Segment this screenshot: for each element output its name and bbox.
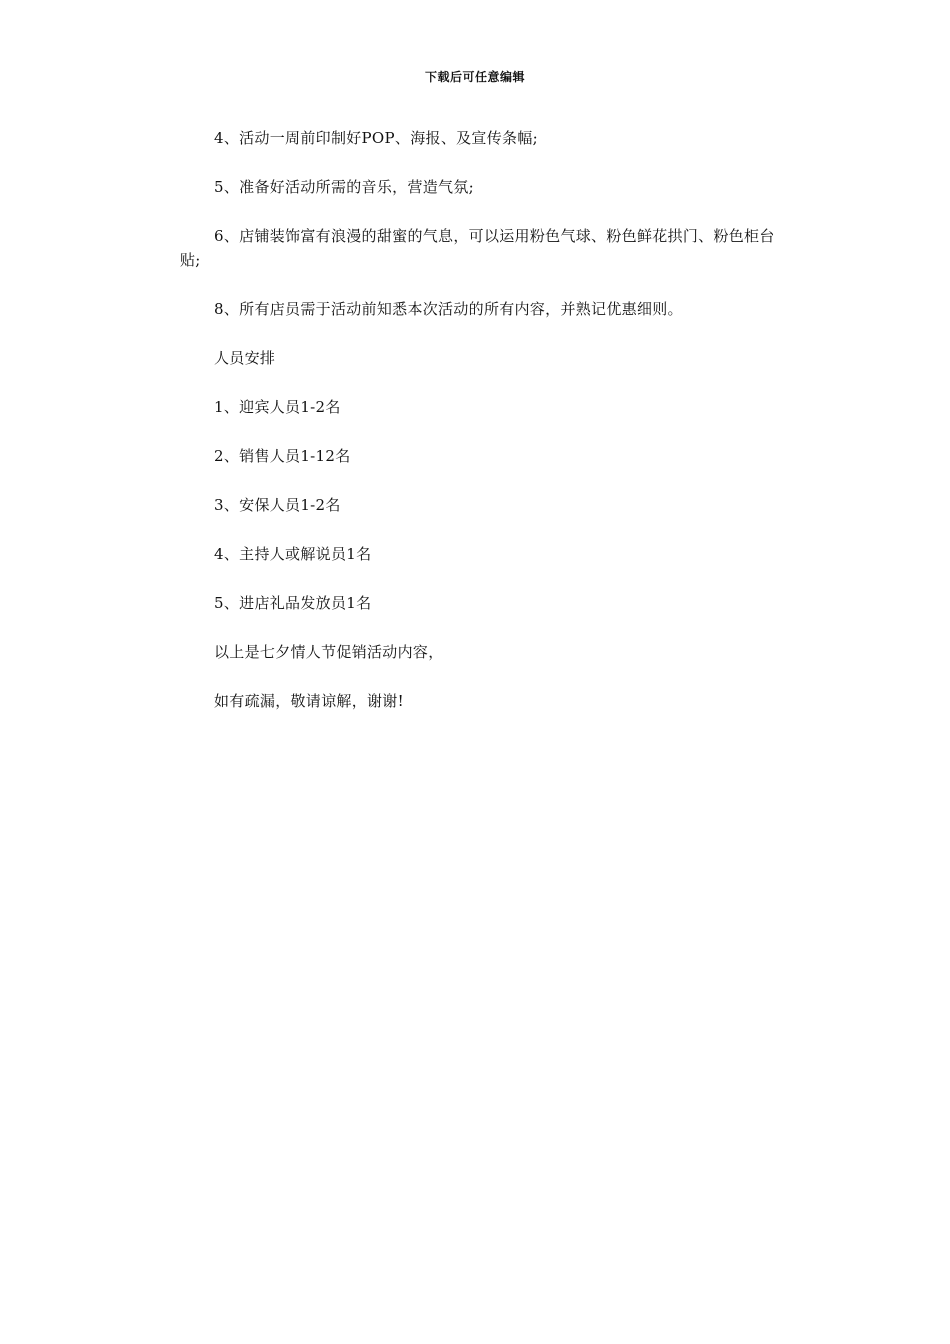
paragraph-music: 5、准备好活动所需的音乐，营造气氛; [214, 178, 474, 196]
staff-item-security: 3、安保人员1-2名 [214, 496, 341, 514]
paragraph-decoration: 6、店铺装饰富有浪漫的甜蜜的气息，可以运用粉色气球、粉色鲜花拱门、粉色柜台贴; [180, 227, 775, 269]
staff-item-sales: 2、销售人员1-12名 [214, 447, 351, 465]
paragraph-pop-posters: 4、活动一周前印制好POP、海报、及宣传条幅; [214, 129, 538, 147]
staff-item-gift-distributor: 5、进店礼品发放员1名 [214, 594, 372, 612]
section-heading-staffing: 人员安排 [214, 349, 276, 367]
paragraph-staff-briefing: 8、所有店员需于活动前知悉本次活动的所有内容，并熟记优惠细则。 [214, 300, 683, 318]
staff-item-greeters: 1、迎宾人员1-2名 [214, 398, 341, 416]
closing-summary: 以上是七夕情人节促销活动内容， [214, 643, 444, 661]
document-body [180, 126, 780, 738]
closing-apology: 如有疏漏，敬请谅解，谢谢! [214, 692, 404, 710]
page-header: 下载后可任意编辑 [424, 70, 525, 84]
staff-item-host: 4、主持人或解说员1名 [214, 545, 372, 563]
